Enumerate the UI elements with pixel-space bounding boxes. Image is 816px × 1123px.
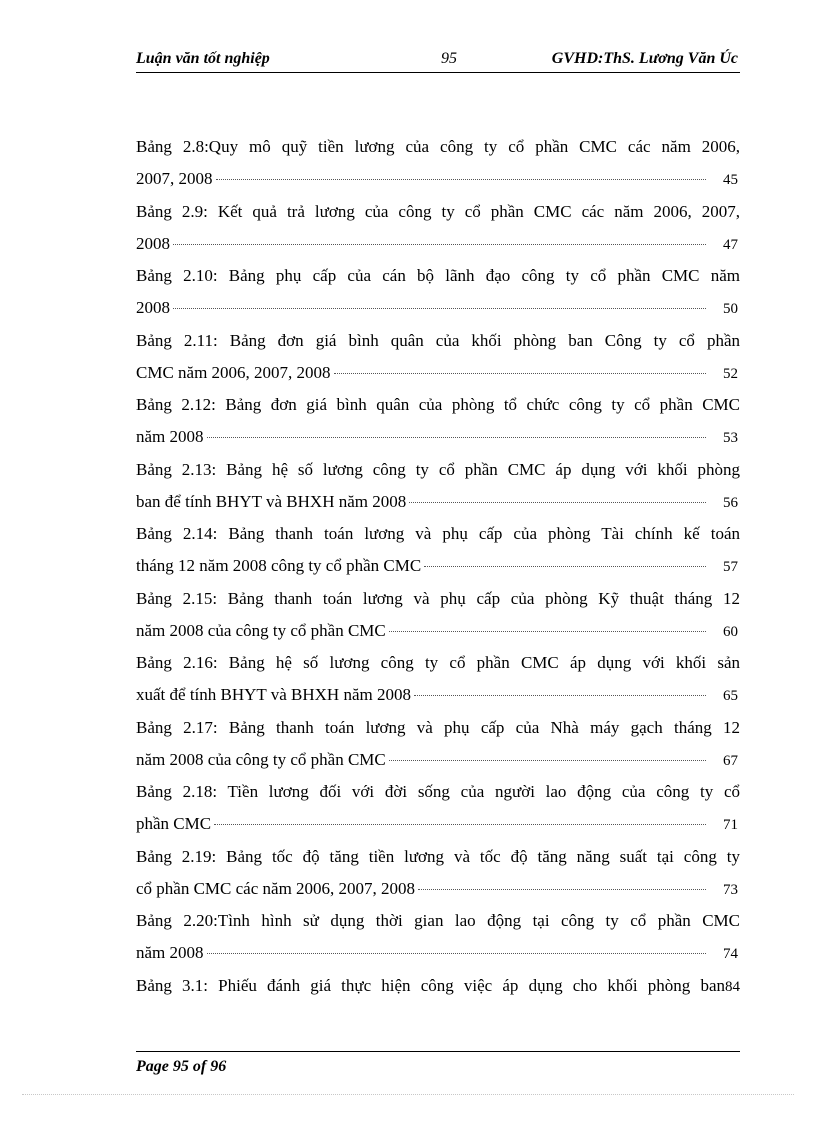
- toc-entry-title: Bảng 2.17: Bảng thanh toán lương và phụ cấp của Nhà máy gạch tháng 12: [136, 717, 740, 737]
- toc-entry[interactable]: [136, 905, 740, 970]
- toc-entry-title-continued: phần CMC: [136, 814, 212, 833]
- footer-page-indicator: Page 95 of 96: [136, 1058, 227, 1075]
- toc-entry-title-continued: tháng 12 năm 2008 công ty cổ phần CMC: [136, 556, 422, 575]
- toc-page-number: 67: [723, 752, 738, 769]
- toc-entry-title-continued: 2008: [136, 233, 170, 253]
- toc-entry[interactable]: [136, 712, 740, 777]
- toc-entry-last[interactable]: [136, 970, 740, 1002]
- toc-entry-title-continued: 2007, 2008: [136, 169, 213, 188]
- toc-entry-title: Bảng 2.15: Bảng thanh toán lương và phụ cấp của phòng Kỹ thuật tháng 12: [136, 588, 740, 608]
- page-bottom-divider: [22, 1094, 794, 1095]
- toc-entry[interactable]: [136, 647, 740, 712]
- dot-leader: [207, 437, 706, 438]
- toc-entry[interactable]: [136, 583, 740, 648]
- dot-leader: [418, 889, 706, 890]
- toc-entry-title-continued: năm 2008: [136, 943, 204, 962]
- toc-entry-title: Bảng 2.10: Bảng phụ cấp của cán bộ lãnh đạo công ty cổ phần CMC năm: [136, 266, 740, 285]
- dot-leader: [173, 244, 706, 245]
- toc-entry-title: Bảng 2.12: Bảng đơn giá bình quân của phòng tổ chức công ty cổ phần CMC: [136, 395, 740, 414]
- toc-entry-title: Bảng 2.14: Bảng thanh toán lương và phụ cấp của phòng Tài chính kế toán: [136, 524, 740, 543]
- toc-entry-title-continued: năm 2008 của công ty cổ phần CMC: [136, 749, 386, 769]
- toc-entry[interactable]: [136, 454, 740, 519]
- dot-leader: [409, 502, 706, 503]
- toc-entry-title-continued: năm 2008 của công ty cổ phần CMC: [136, 620, 386, 640]
- toc-page-number: 47: [723, 236, 738, 253]
- table-list: [136, 131, 740, 1002]
- dot-leader: [173, 308, 706, 309]
- page-header: [136, 46, 740, 73]
- header-supervisor: GVHD:ThS. Lương Văn Úc: [551, 50, 738, 67]
- toc-page-number: 74: [723, 946, 738, 962]
- toc-entry-title: Bảng 2.18: Tiền lương đối với đời sống của người lao động của công ty cổ: [136, 782, 740, 801]
- dot-leader: [414, 695, 706, 696]
- toc-entry-title: Bảng 3.1: Phiếu đánh giá thực hiện công việc áp dụng cho khối phòng ban: [136, 975, 725, 995]
- toc-entry[interactable]: [136, 518, 740, 583]
- toc-entry-title: Bảng 2.9: Kết quả trả lương của công ty cổ phần CMC các năm 2006, 2007,: [136, 201, 740, 221]
- toc-entry-title: Bảng 2.19: Bảng tốc độ tăng tiền lương và tốc độ tăng năng suất tại công ty: [136, 846, 740, 866]
- toc-entry[interactable]: [136, 325, 740, 390]
- toc-page-number: 60: [723, 623, 738, 640]
- toc-page-number: 71: [723, 817, 738, 833]
- toc-entry[interactable]: [136, 389, 740, 454]
- toc-entry-title-continued: xuất để tính BHYT và BHXH năm 2008: [136, 685, 411, 704]
- toc-page-number: 73: [723, 881, 738, 898]
- toc-page-number: 53: [723, 430, 738, 446]
- toc-page-number: 45: [723, 172, 738, 188]
- dot-leader: [207, 953, 706, 954]
- toc-entry-title: Bảng 2.8:Quy mô quỹ tiền lương của công ty cổ phần CMC các năm 2006,: [136, 137, 740, 156]
- page-footer: [136, 1051, 740, 1078]
- toc-entry[interactable]: [136, 196, 740, 261]
- dot-leader: [389, 631, 706, 632]
- dot-leader: [389, 760, 706, 761]
- dot-leader: [216, 179, 707, 180]
- header-title: Luận văn tốt nghiệp: [136, 50, 270, 67]
- toc-entry-title-continued: 2008: [136, 298, 170, 317]
- toc-entry-title: Bảng 2.11: Bảng đơn giá bình quân của khối phòng ban Công ty cổ phần: [136, 330, 740, 350]
- header-page-number: 95: [441, 50, 457, 67]
- toc-entry[interactable]: [136, 841, 740, 906]
- toc-page-number: 56: [723, 494, 738, 511]
- toc-entry[interactable]: [136, 131, 740, 196]
- toc-entry-title-continued: năm 2008: [136, 427, 204, 446]
- dot-leader: [334, 373, 706, 374]
- toc-page-number: 50: [723, 301, 738, 317]
- toc-entry-title-continued: cổ phần CMC các năm 2006, 2007, 2008: [136, 878, 416, 898]
- toc-page-number: 52: [723, 365, 738, 382]
- dot-leader: [424, 566, 706, 567]
- toc-page-number: 57: [723, 559, 738, 575]
- toc-entry-title: Bảng 2.20:Tình hình sử dụng thời gian lao động tại công ty cổ phần CMC: [136, 911, 740, 930]
- toc-page-number: 65: [723, 688, 738, 704]
- toc-entry-title: Bảng 2.13: Bảng hệ số lương công ty cổ phần CMC áp dụng với khối phòng: [136, 459, 740, 479]
- toc-entry-title-continued: CMC năm 2006, 2007, 2008: [136, 362, 331, 382]
- toc-page-number: 84: [725, 978, 740, 995]
- toc-entry[interactable]: [136, 776, 740, 841]
- toc-entry-title: Bảng 2.16: Bảng hệ số lương công ty cổ phần CMC áp dụng với khối sản: [136, 653, 740, 672]
- toc-entry[interactable]: [136, 260, 740, 325]
- dot-leader: [214, 824, 706, 825]
- toc-entry-title-continued: ban để tính BHYT và BHXH năm 2008: [136, 491, 407, 511]
